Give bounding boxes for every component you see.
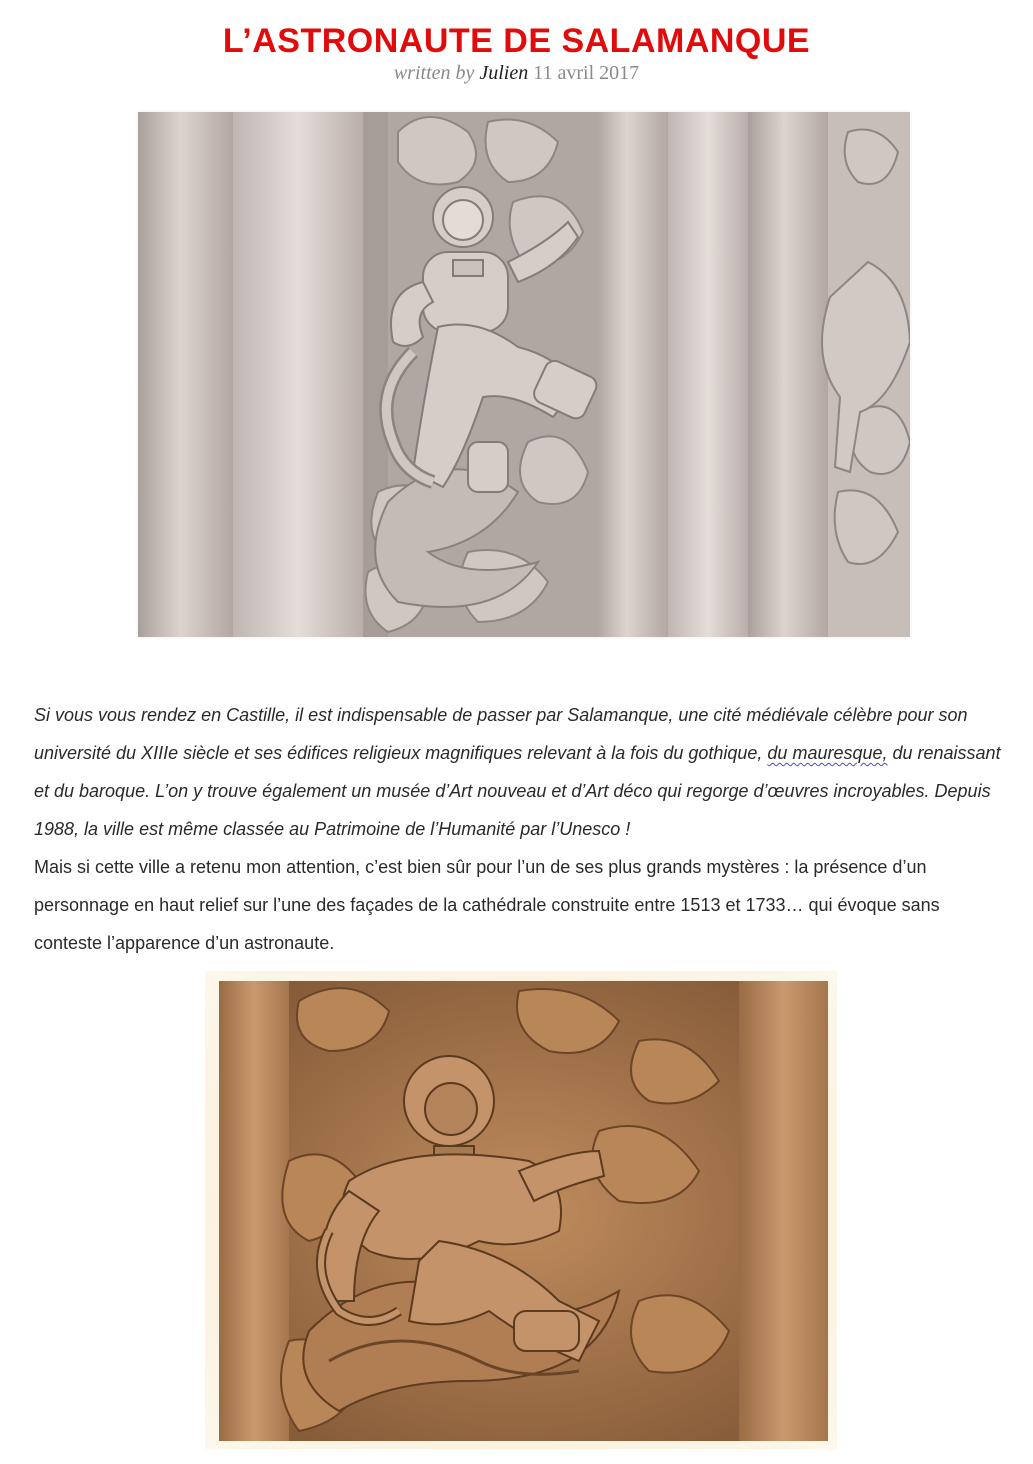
body-paragraph: Mais si cette ville a retenu mon attention, c’est bien sûr pour l’un de ses plus grands mystères : la présence d’un personnage en haut relief sur l’une des façades de la cathédrale construite entre 1513 et 1733… qui évoque sans conteste l’apparence d’un astronaute. [34, 857, 940, 953]
article-byline [0, 62, 1033, 85]
astronaut-carving-photo-top [138, 112, 910, 637]
carving-illustration-top [138, 112, 910, 637]
byline-author-link[interactable]: Julien [479, 62, 529, 84]
article-body [34, 696, 1009, 962]
intro-text-after: du renaissant et du baroque. L’on y trouve également un musée d’Art nouveau et d’Art déco qui regorge d’œuvres incroyables. Depuis 1988, la ville est même classée au Patrimoine de l’Humanité par l’Unesco ! [34, 743, 1001, 839]
intro-text-before: Si vous vous rendez en Castille, il est indispensable de passer par Salamanque, une cité médiévale célèbre pour son université du XIIIe siècle et ses édifices religieux magnifiques relevant à la fois du gothique, [34, 705, 968, 763]
byline-date: 11 avril 2017 [533, 62, 640, 84]
intro-paragraph [34, 696, 1009, 848]
carving-illustration-bottom [219, 981, 828, 1441]
article-title: L’ASTRONAUTE DE SALAMANQUE [222, 22, 811, 60]
astronaut-carving-photo-bottom [219, 981, 828, 1441]
byline-written-by: written by [393, 62, 475, 84]
spellcheck-flagged-word[interactable]: du mauresque, [767, 743, 888, 763]
